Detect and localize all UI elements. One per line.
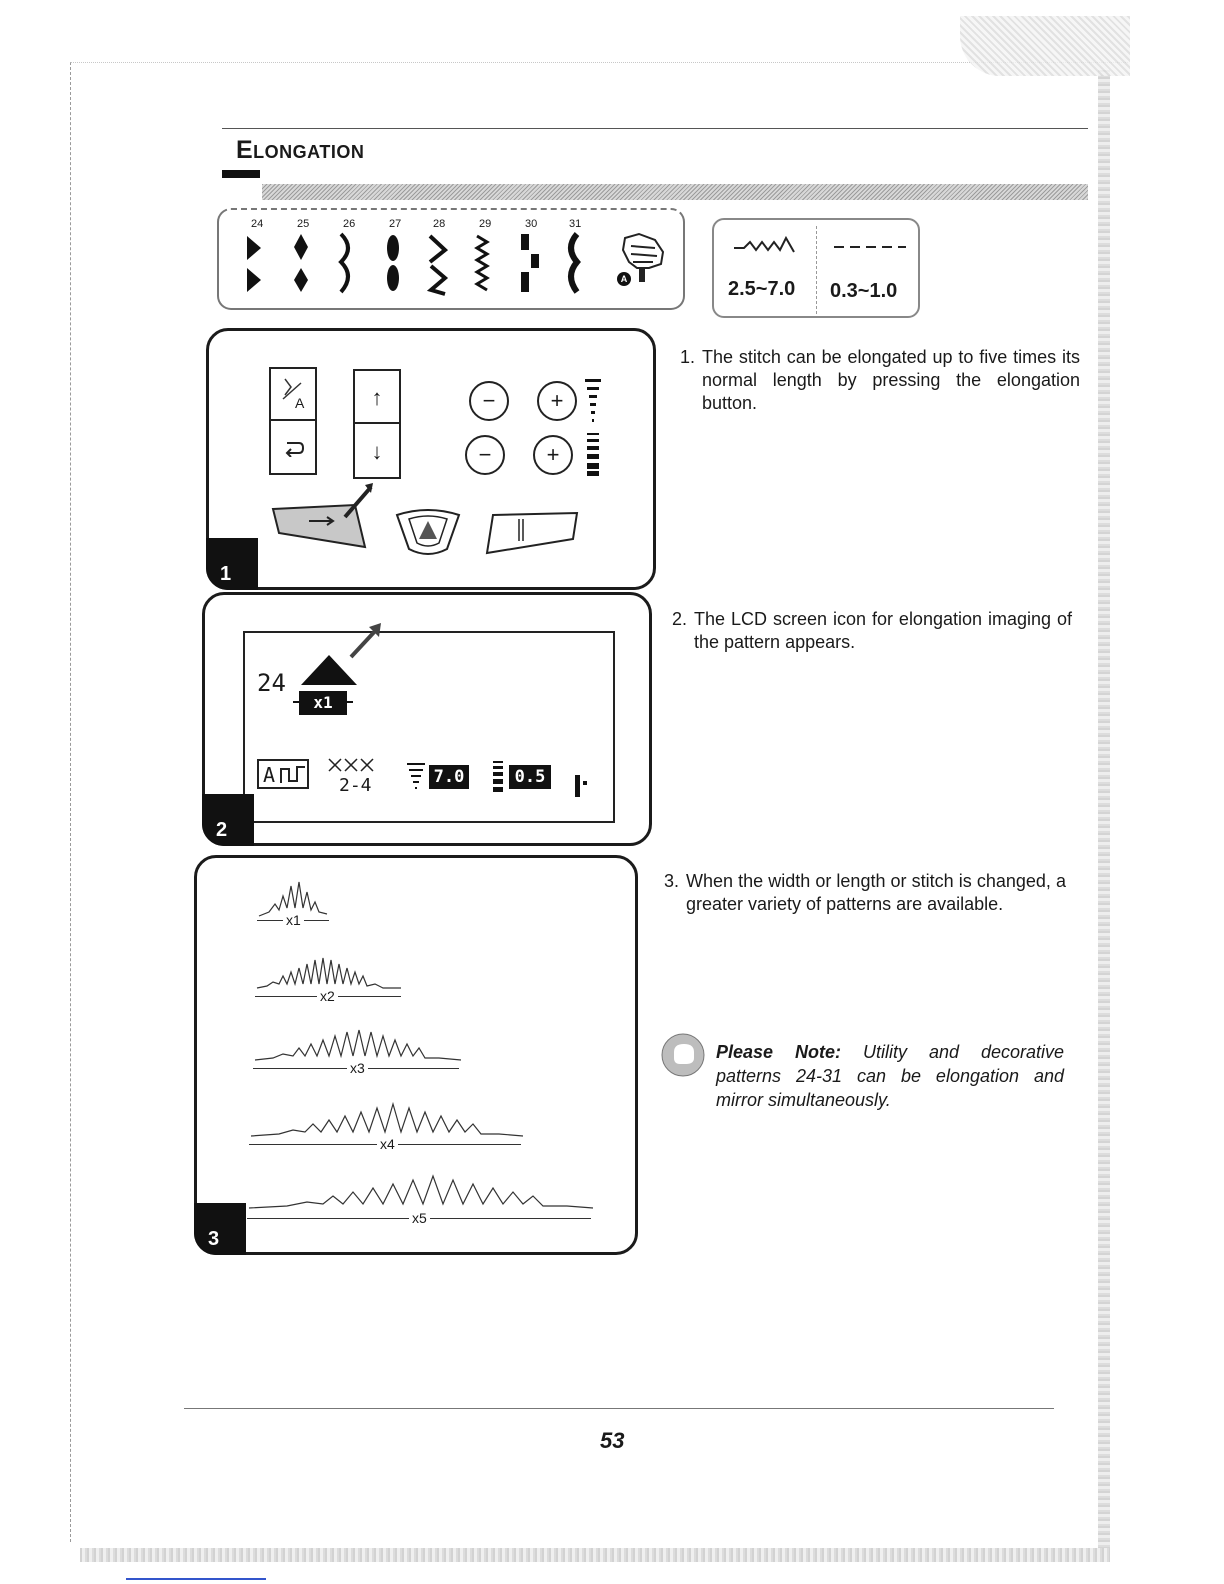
scale-x2-pattern (255, 954, 403, 990)
scan-shadow-right (1098, 70, 1110, 1548)
footer-rule (184, 1408, 1054, 1409)
scan-shadow-corner (960, 16, 1130, 76)
pointer-arrow-icon (347, 621, 387, 661)
needle-indicator-icon (573, 773, 593, 799)
length-range: 0.3~1.0 (830, 280, 898, 302)
step-text: The stitch can be elongated up to five times its normal length by pressing the elongation button. (702, 347, 1080, 413)
foot-badge: A (617, 272, 631, 286)
pattern-number: 26 (343, 218, 356, 230)
range-divider (816, 226, 817, 314)
page-title: Elongation (236, 136, 365, 164)
scallop-stitch-icon (337, 232, 357, 298)
lcd-width-value: 7.0 (429, 765, 469, 789)
pattern-number: 25 (297, 218, 310, 230)
panel-control-buttons (206, 328, 656, 590)
heading-bar (262, 184, 1088, 200)
scale-x1-label: x1 (283, 912, 304, 928)
return-icon (283, 439, 305, 457)
step-badge-1: 1 (206, 538, 258, 590)
slant-stitch-icon (427, 232, 449, 298)
step-3 (664, 870, 1066, 916)
link-underline (126, 1578, 266, 1580)
heading-rule (222, 128, 1088, 129)
length-minus-button[interactable]: − (465, 435, 505, 475)
step-number: 2. (672, 609, 688, 629)
elongation-button[interactable] (269, 481, 379, 553)
stitch-range-box (712, 218, 920, 318)
pattern-up-button[interactable]: ↑ (355, 371, 399, 424)
scale-x5-pattern (247, 1170, 595, 1210)
lcd-screen (243, 631, 615, 823)
block-stitch-icon (519, 232, 541, 298)
zigzag-column-icon (473, 232, 493, 298)
page-number: 53 (600, 1428, 625, 1453)
lcd-width-icon (405, 761, 427, 791)
note-text (716, 1040, 1064, 1112)
pattern-strip (217, 208, 685, 310)
mirror-label: A (295, 395, 305, 411)
width-minus-button[interactable]: − (469, 381, 509, 421)
lcd-bracket-left (293, 701, 299, 703)
needle-position-button[interactable] (483, 511, 583, 555)
pattern-number: 30 (525, 218, 538, 230)
width-indicator-icon (583, 377, 603, 423)
step-number: 1. (680, 347, 696, 367)
scale-x4-label: x4 (377, 1136, 398, 1152)
step-badge-2: 2 (202, 794, 254, 846)
mirror-button-group (269, 367, 317, 475)
return-button[interactable] (271, 423, 315, 473)
note-body: Utility and decorative patterns 24-31 can be elongation and mirror simultaneously. (716, 1042, 1064, 1110)
heading-marker (222, 170, 260, 178)
panel-lcd-screen (202, 592, 652, 846)
lcd-stitch-group: 2-4 (339, 775, 372, 796)
note-icon (660, 1032, 706, 1078)
panel-elongation-scales (194, 855, 638, 1255)
auto-lock-button[interactable] (393, 509, 463, 557)
lcd-bracket-right (347, 701, 353, 703)
lcd-mode-indicator (257, 759, 309, 789)
lcd-length-value: 0.5 (509, 765, 551, 789)
step-number: 3. (664, 871, 680, 891)
pattern-number: 28 (433, 218, 446, 230)
lcd-length-icon (491, 759, 505, 793)
note-label: Please Note: (716, 1042, 842, 1062)
length-indicator-icon (583, 431, 603, 477)
width-plus-button[interactable]: + (537, 381, 577, 421)
scale-x2-label: x2 (317, 988, 338, 1004)
step-text: When the width or length or stitch is changed, a greater variety of patterns are available. (686, 871, 1066, 914)
step-badge-3: 3 (194, 1203, 246, 1255)
scale-x3-pattern (253, 1026, 463, 1062)
scale-x3-label: x3 (347, 1060, 368, 1076)
step-text: The LCD screen icon for elongation imaging of the pattern appears. (694, 609, 1072, 652)
pattern-down-button[interactable]: ↓ (371, 439, 383, 464)
scale-x4-pattern (249, 1100, 525, 1138)
triangle-stitch-icon (245, 232, 265, 298)
lcd-pattern-number: 24 (257, 669, 286, 697)
cross-stitch-icon (327, 757, 381, 773)
zigzag-stitch-icon (732, 236, 802, 256)
straight-dashed-icon (832, 242, 908, 252)
scale-x5-label: x5 (409, 1210, 430, 1226)
pattern-number: 27 (389, 218, 402, 230)
pattern-select-group (353, 369, 401, 479)
leaf-stitch-icon (563, 232, 585, 298)
oval-stitch-icon (383, 232, 403, 298)
mirror-button[interactable] (271, 369, 315, 421)
step-2 (672, 608, 1072, 654)
length-plus-button[interactable]: + (533, 435, 573, 475)
diamond-stitch-icon (291, 232, 311, 298)
pattern-number: 29 (479, 218, 492, 230)
pattern-number: 24 (251, 218, 264, 230)
lcd-elongation-value: x1 (299, 691, 347, 715)
stitch-shape-icon (279, 763, 307, 787)
pattern-number: 31 (569, 218, 582, 230)
step-1 (680, 346, 1080, 415)
scan-shadow-bottom (80, 1548, 1110, 1562)
lcd-mode-letter: A (263, 763, 276, 787)
width-range: 2.5~7.0 (728, 278, 796, 300)
